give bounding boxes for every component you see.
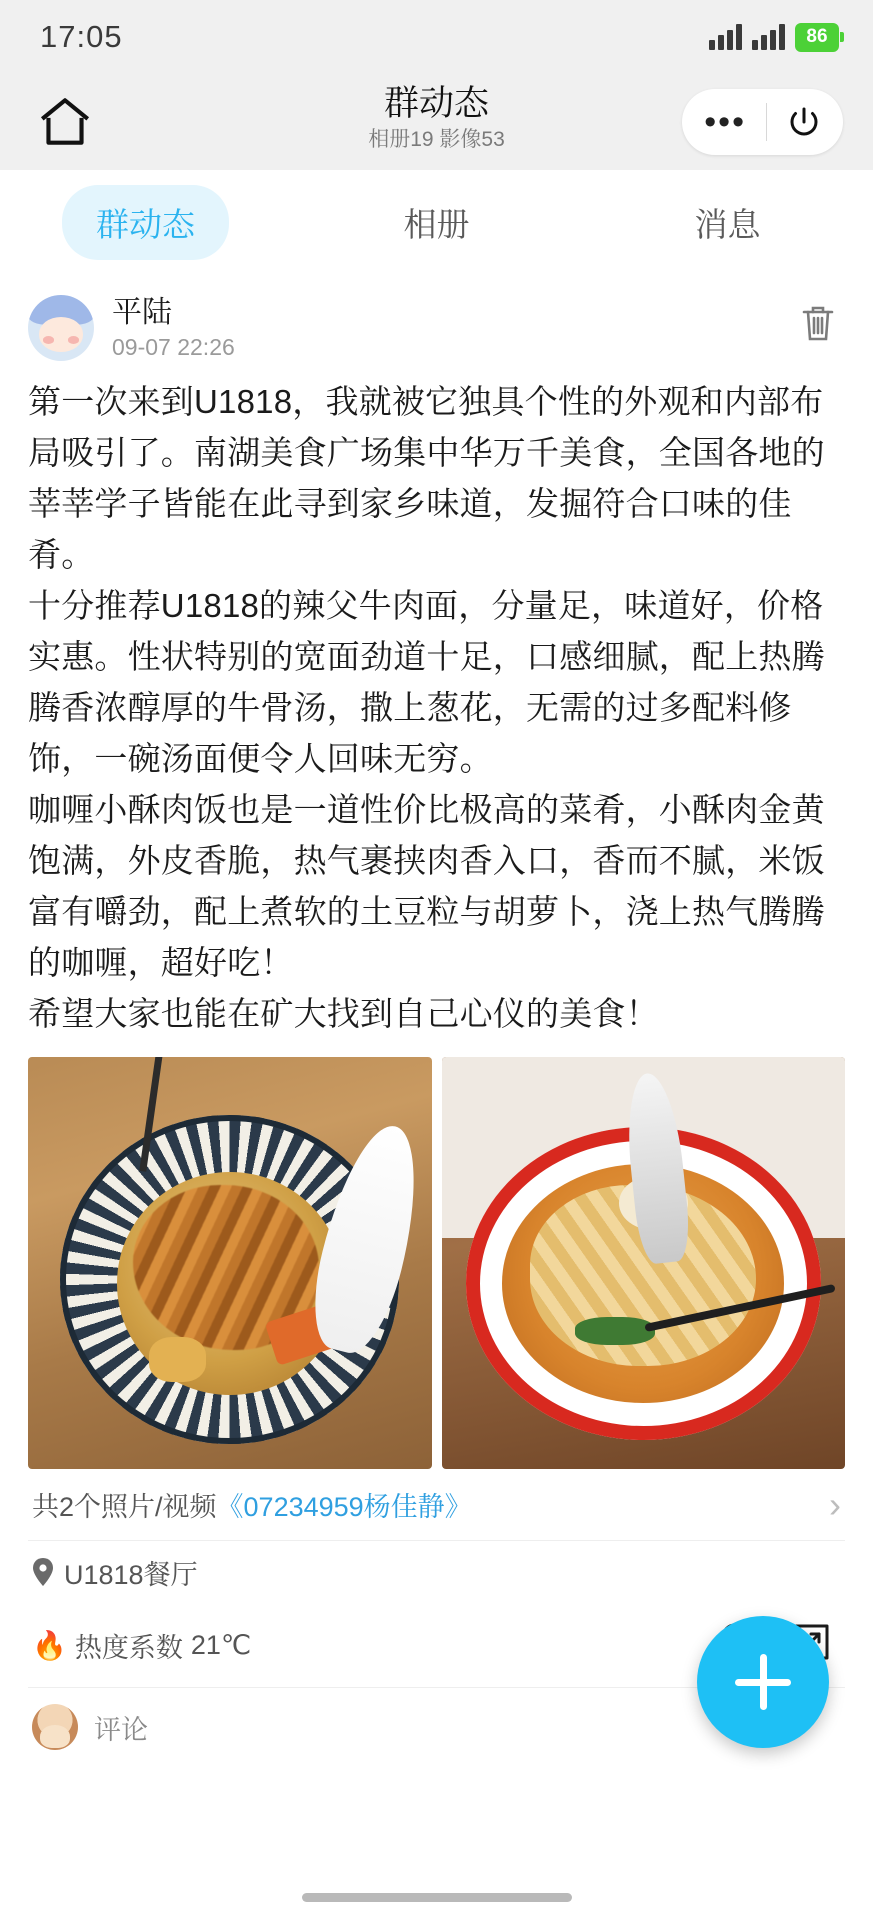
home-icon[interactable] — [34, 91, 96, 153]
gallery-count: 共2个照片/视频 — [32, 1492, 217, 1522]
signal-bars-icon-secondary — [752, 24, 785, 50]
post-card — [0, 274, 873, 1766]
tab-group-feed[interactable] — [0, 185, 291, 260]
home-indicator — [302, 1893, 572, 1902]
tab-group-feed-label: 群动态 — [62, 185, 229, 260]
fire-icon: 🔥 — [32, 1629, 67, 1661]
tab-bar — [0, 170, 873, 274]
add-post-fab[interactable] — [697, 1616, 829, 1748]
status-bar — [0, 0, 873, 74]
post-meta — [112, 294, 235, 362]
gallery-summary-bar[interactable] — [28, 1469, 845, 1541]
page-subtitle: 相册19 影像53 — [368, 128, 505, 151]
tab-messages-label: 消息 — [694, 205, 761, 243]
trash-icon[interactable] — [795, 300, 841, 346]
location-pin-icon — [32, 1558, 54, 1586]
battery-indicator: 86 — [795, 23, 839, 52]
comment-input[interactable]: 评论 — [94, 1714, 148, 1745]
tab-albums-label: 相册 — [403, 205, 470, 243]
post-photos — [28, 1057, 845, 1469]
avatar[interactable] — [28, 295, 94, 361]
power-icon[interactable] — [787, 105, 821, 139]
heat-indicator — [32, 1626, 251, 1665]
post-paragraph: 希望大家也能在矿大找到自己心仪的美食！ — [28, 995, 659, 1032]
status-time: 17:05 — [40, 19, 123, 54]
post-author: 平陆 — [112, 296, 172, 329]
post-date: 09-07 22:26 — [112, 334, 235, 360]
heat-value: 21℃ — [190, 1629, 252, 1660]
comment-avatar — [32, 1704, 78, 1750]
signal-bars-icon — [709, 24, 742, 50]
location-row[interactable] — [28, 1541, 845, 1603]
tab-messages[interactable] — [582, 185, 873, 260]
location-name: U1818餐厅 — [64, 1559, 198, 1590]
app-header — [0, 74, 873, 170]
heat-label: 热度系数 — [74, 1632, 183, 1663]
post-paragraph: 咖喱小酥肉饭也是一道性价比极高的菜肴，小酥肉金黄饱满，外皮香脆，热气裹挟肉香入口，香而不腻，米饭富有嚼劲，配上煮软的土豆粒与胡萝卜，浇上热气腾腾的咖喱，超好吃！ — [28, 791, 825, 981]
post-body — [28, 376, 845, 1039]
post-paragraph: 第一次来到U1818，我就被它独具个性的外观和内部布局吸引了。南湖美食广场集中华万千美食，全国各地的莘莘学子皆能在此寻到家乡味道，发掘符合口味的佳肴。 — [28, 383, 825, 573]
header-actions — [682, 89, 843, 155]
more-button[interactable]: ••• — [704, 103, 746, 141]
tab-albums[interactable] — [291, 185, 582, 260]
status-indicators — [709, 23, 839, 52]
post-paragraph: 十分推荐U1818的辣父牛肉面，分量足，味道好，价格实惠。性状特别的宽面劲道十足，口感细腻，配上热腾腾香浓醇厚的牛骨汤，撒上葱花，无需的过多配料修饰，一碗汤面便令人回味无穷。 — [28, 587, 825, 777]
page-title: 群动态 — [383, 84, 489, 123]
photo-curry-rice[interactable] — [28, 1057, 432, 1469]
photo-beef-noodles[interactable] — [442, 1057, 846, 1469]
album-link[interactable]: 《07234959杨佳静》 — [216, 1492, 472, 1522]
chevron-right-icon: › — [829, 1483, 841, 1525]
divider — [766, 103, 767, 141]
post-header — [28, 274, 845, 376]
